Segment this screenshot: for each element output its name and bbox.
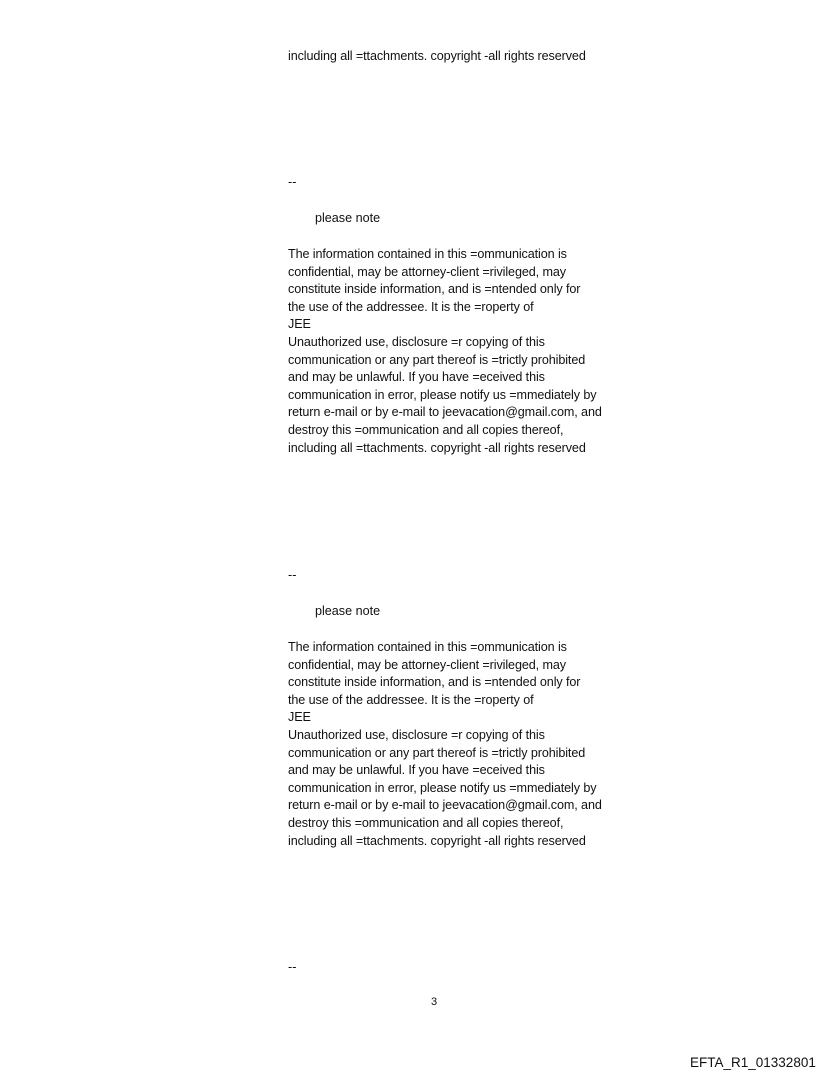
disclaimer-block (288, 246, 602, 457)
separator: -- (288, 175, 297, 189)
disclaimer-line: confidential, may be attorney-client =rivileged, may (288, 264, 566, 279)
separator: -- (288, 568, 297, 582)
disclaimer-line: the use of the addressee. It is the =roperty of (288, 299, 534, 314)
disclaimer-line: constitute inside information, and is =ntended only for (288, 675, 581, 690)
disclaimer-line: The information contained in this =ommunication is (288, 640, 567, 654)
disclaimer-line: and may be unlawful. If you have =eceived this (288, 763, 545, 778)
disclaimer-line: the use of the addressee. It is the =roperty of (288, 692, 534, 707)
disclaimer-line: The information contained in this =ommunication is (288, 247, 567, 261)
disclaimer-line: and may be unlawful. If you have =eceived this (288, 370, 545, 385)
disclaimer-line: constitute inside information, and is =ntended only for (288, 282, 581, 297)
disclaimer-line: Unauthorized use, disclosure =r copying of this (288, 727, 545, 742)
disclaimer-block (288, 639, 602, 850)
top-line: including all =ttachments. copyright -all rights reserved (288, 49, 586, 63)
disclaimer-line: return e-mail or by e-mail to jeevacation@gmail.com, and (288, 405, 602, 420)
bates-number: EFTA_R1_01332801 (690, 1055, 816, 1070)
note-heading: please note (315, 604, 381, 618)
disclaimer-line: destroy this =ommunication and all copies thereof, (288, 815, 564, 830)
disclaimer-line: return e-mail or by e-mail to jeevacation@gmail.com, and (288, 798, 602, 813)
disclaimer-line: confidential, may be attorney-client =rivileged, may (288, 657, 566, 672)
separator: -- (288, 960, 297, 974)
note-heading: please note (315, 211, 381, 225)
disclaimer-line: communication in error, please notify us =mmediately by (288, 387, 597, 402)
disclaimer-line: including all =ttachments. copyright -all rights reserved (288, 440, 586, 455)
page-number: 3 (431, 996, 438, 1008)
disclaimer-line: communication or any part thereof is =trictly prohibited (288, 745, 586, 760)
disclaimer-line: JEE (288, 317, 311, 332)
disclaimer-line: including all =ttachments. copyright -all rights reserved (288, 833, 586, 848)
disclaimer-line: communication or any part thereof is =trictly prohibited (288, 352, 586, 367)
disclaimer-line: JEE (288, 710, 311, 725)
disclaimer-line: communication in error, please notify us =mmediately by (288, 780, 597, 795)
disclaimer-line: destroy this =ommunication and all copies thereof, (288, 422, 564, 437)
disclaimer-line: Unauthorized use, disclosure =r copying of this (288, 334, 545, 349)
